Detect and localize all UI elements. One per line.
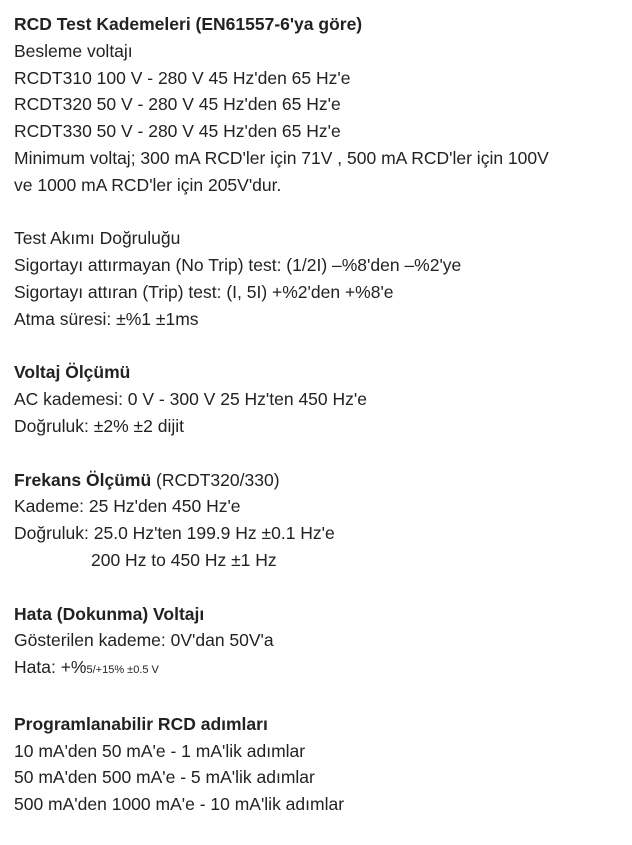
spec-line: Doğruluk: 25.0 Hz'ten 199.9 Hz ±0.1 Hz'e	[14, 523, 335, 544]
spec-line: Doğruluk: ±2% ±2 dijit	[14, 415, 184, 436]
section-title: Hata (Dokunma) Voltajı	[14, 603, 205, 624]
spec-line: Kademe: 25 Hz'den 450 Hz'e	[14, 496, 241, 517]
section-voltage-measurement	[14, 359, 629, 439]
error-value: 5/+15% ±0.5 V	[86, 664, 159, 677]
spec-line: RCDT310 100 V - 280 V 45 Hz'den 65 Hz'e	[14, 67, 351, 88]
spec-document	[14, 11, 629, 845]
section-fault-touch-voltage	[14, 601, 629, 684]
spec-line: ve 1000 mA RCD'ler için 205V'dur.	[14, 174, 282, 195]
spec-line: Gösterilen kademe: 0V'dan 50V'a	[14, 630, 274, 651]
spec-line: Atma süresi: ±%1 ±1ms	[14, 308, 199, 329]
section-title-row	[14, 467, 629, 494]
spec-line: 500 mA'den 1000 mA'e - 10 mA'lik adımlar	[14, 794, 345, 815]
section-frequency-measurement	[14, 467, 629, 574]
section-test-current-accuracy	[14, 225, 629, 332]
section-title: Frekans Ölçümü	[14, 469, 152, 490]
section-programmable-steps	[14, 711, 629, 818]
spec-line: RCDT330 50 V - 280 V 45 Hz'den 65 Hz'e	[14, 121, 341, 142]
section-title-suffix: (RCDT320/330)	[151, 469, 280, 490]
error-prefix: Hata: +%	[14, 657, 87, 678]
spec-line: AC kademesi: 0 V - 300 V 25 Hz'ten 450 Hz'e	[14, 389, 367, 410]
spec-line: Sigortayı attırmayan (No Trip) test: (1/2I) –%8'den –%2'ye	[14, 255, 462, 276]
spec-line: 50 mA'den 500 mA'e - 5 mA'lik adımlar	[14, 767, 315, 788]
spec-line: 10 mA'den 50 mA'e - 1 mA'lik adımlar	[14, 740, 306, 761]
section-rcd-test-ranges	[14, 11, 629, 199]
spec-line: Besleme voltajı	[14, 40, 133, 61]
spec-line: Sigortayı attıran (Trip) test: (I, 5I) +%2'den +%8'e	[14, 281, 394, 302]
spec-line: Test Akımı Doğruluğu	[14, 228, 181, 249]
spec-line: Minimum voltaj; 300 mA RCD'ler için 71V , 500 mA RCD'ler için 100V	[14, 147, 549, 168]
spec-line: RCDT320 50 V - 280 V 45 Hz'den 65 Hz'e	[14, 94, 341, 115]
error-line	[14, 654, 629, 684]
section-title: Programlanabilir RCD adımları	[14, 713, 268, 734]
section-title: Voltaj Ölçümü	[14, 362, 131, 383]
section-title: RCD Test Kademeleri (EN61557-6'ya göre)	[14, 14, 363, 34]
spec-line-indented: 200 Hz to 450 Hz ±1 Hz	[91, 549, 277, 570]
